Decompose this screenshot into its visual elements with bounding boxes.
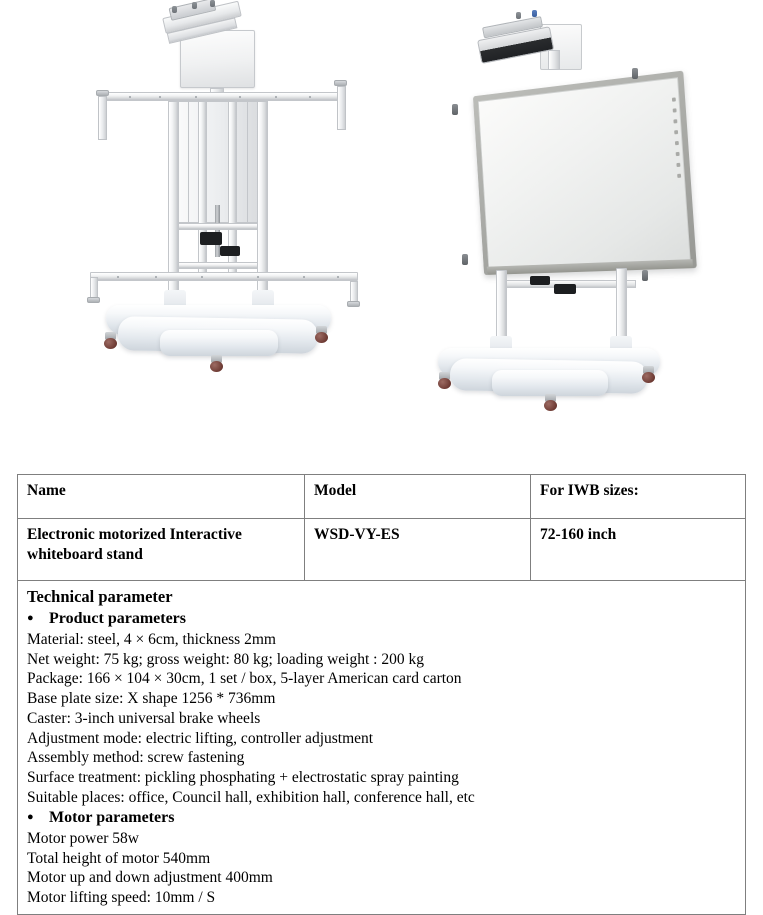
product-parameter-line: Package: 166 × 104 × 30cm, 1 set / box, 5-layer American card carton: [27, 670, 462, 688]
header-model: Model: [305, 475, 531, 519]
projector-knob-icon: [192, 2, 197, 9]
header-name: Name: [18, 475, 305, 519]
header-iwb-sizes: For IWB sizes:: [531, 475, 746, 519]
value-name: Electronic motorized Interactive whiteboard stand: [18, 519, 305, 581]
product-parameter-line: Caster: 3-inch universal brake wheels: [27, 709, 261, 727]
upper-crossbar: [98, 92, 346, 101]
base-plate-center: [492, 370, 608, 396]
board-clamp-lower-left-icon: [462, 254, 468, 265]
motor-parameters-heading: [27, 808, 745, 828]
value-model: WSD-VY-ES: [305, 519, 531, 581]
left-mount-bracket: [98, 96, 107, 140]
motor-parameter-list: [27, 829, 745, 908]
product-parameter-line: Adjustment mode: electric lifting, controller adjustment: [27, 729, 374, 747]
technical-parameter-row: [18, 581, 746, 915]
motor-block-icon: [200, 232, 222, 245]
lower-clamp-right-icon: [347, 301, 360, 307]
product-parameter-line: Net weight: 75 kg; gross weight: 80 kg; loading weight : 200 kg: [27, 650, 424, 668]
technical-parameter-title: Technical parameter: [27, 587, 173, 606]
bullet-icon: [27, 808, 49, 828]
product-parameter-line: Base plate size: X shape 1256 * 736mm: [27, 690, 276, 708]
projector-knob-icon: [516, 12, 521, 19]
projector-indicator-icon: [532, 10, 537, 17]
caster-wheel: [642, 366, 655, 383]
frame-crossbar-mid: [178, 223, 258, 230]
product-parameters-heading: [27, 609, 745, 629]
lower-bracket-right: [350, 281, 358, 303]
table-row: [18, 519, 746, 581]
table-header-row: [18, 475, 746, 519]
technical-parameter-cell: [18, 581, 746, 915]
product-photo-stand-only: [60, 0, 390, 430]
lower-bracket-left: [90, 277, 98, 299]
projector-knob-icon: [210, 0, 215, 7]
product-parameter-list: [27, 630, 745, 808]
caster-wheel: [544, 394, 557, 411]
product-parameter-line: Assembly method: screw fastening: [27, 749, 245, 767]
motor-parameters-label: Motor parameters: [49, 808, 175, 826]
base-plate-center: [160, 330, 278, 356]
projector-knob-icon: [172, 6, 177, 13]
right-bracket-clamp-icon: [334, 80, 347, 86]
motor-parameter-line: Motor power 58w: [27, 829, 139, 847]
controller-block-icon: [220, 246, 240, 256]
lower-clamp-left-icon: [87, 297, 100, 303]
caster-wheel: [438, 372, 451, 389]
caster-wheel: [104, 332, 117, 349]
product-parameter-line: Surface treatment: pickling phosphating + electrostatic spray painting: [27, 769, 459, 787]
interactive-whiteboard: [473, 71, 697, 275]
motor-block-icon: [530, 276, 550, 285]
frame-crossbar-low: [178, 262, 258, 269]
motor-parameter-line: Total height of motor 540mm: [27, 849, 211, 867]
specification-table: [17, 474, 746, 915]
product-parameter-line: Suitable places: office, Council hall, exhibition hall, conference hall, etc: [27, 788, 475, 806]
product-parameter-line: Material: steel, 4 × 6cm, thickness 2mm: [27, 630, 276, 648]
whiteboard-writing-surface: [478, 77, 691, 267]
product-photo-stand-with-board: [420, 0, 740, 430]
board-clamp-right-icon: [632, 68, 638, 79]
motor-parameter-line: Motor lifting speed: 10mm / S: [27, 889, 216, 907]
lower-crossbar: [90, 272, 358, 281]
inner-post-left: [198, 101, 207, 281]
caster-wheel: [315, 326, 328, 343]
frame-post-right: [257, 101, 268, 297]
value-iwb-sizes: 72-160 inch: [531, 519, 746, 581]
board-clamp-lower-right-icon: [642, 270, 648, 281]
caster-wheel: [210, 355, 223, 372]
right-mount-bracket: [337, 86, 346, 130]
product-photos-band: [0, 0, 763, 455]
left-bracket-clamp-icon: [96, 90, 109, 96]
board-clamp-left-icon: [452, 104, 458, 115]
product-parameters-label: Product parameters: [49, 609, 186, 627]
controller-block-icon: [554, 284, 576, 294]
motor-parameter-line: Motor up and down adjustment 400mm: [27, 869, 273, 887]
bullet-icon: [27, 609, 49, 629]
mount-neck-icon: [548, 50, 560, 70]
